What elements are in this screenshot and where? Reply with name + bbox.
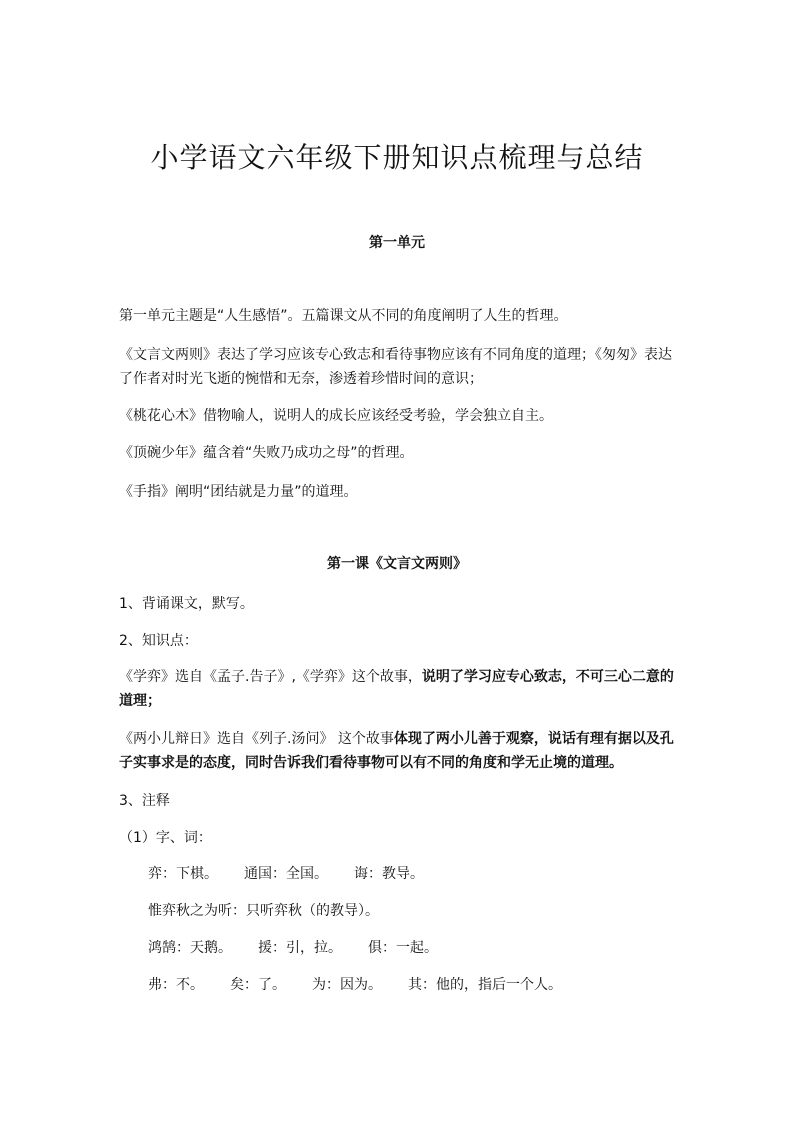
glossary-entry: 俱：一起。 [368, 940, 438, 956]
unit-summary-paragraph-1: 《文言文两则》表达了学习应该专心致志和看待事物应该有不同角度的道理；《匆匆》表达了作者对时光飞逝的惋惜和无奈，渗透着珍惜时间的意识； [119, 347, 672, 387]
xiaoer-meaning-text: 体现了两小儿善于观察，说话有理有据以及孔子实事求是的态度，同时告诉我们看待事物可以有不同的角度和学无止境的道理。 [119, 731, 674, 771]
lesson-item-1: 1、背诵课文，默写。 [119, 596, 254, 612]
glossary-entry: 为：因为。 [312, 977, 382, 993]
glossary-entry: 弗：不。 [148, 977, 204, 993]
glossary-entry: 其：他的，指后一个人。 [408, 977, 562, 993]
glossary-entry: 矣：了。 [230, 977, 286, 993]
xueyi-paragraph [119, 665, 681, 713]
xueyi-source-text: 《学弈》选自《孟子.告子》,《学弈》这个故事， [119, 669, 422, 685]
glossary-entry: 惟弈秋之为听：只听弈秋（的教导）。 [148, 903, 379, 919]
glossary-entry: 援：引，拉。 [258, 940, 342, 956]
lesson-heading: 第一课《文言文两则》 [327, 556, 467, 572]
xueyi-meaning-text: 说明了学习应专心致志，不可三心二意的道理； [119, 669, 674, 709]
lesson-item-2: 2、知识点： [119, 633, 198, 649]
glossary-entry: 通国：全国。 [244, 866, 328, 882]
glossary-entry: 鸿鹄：天鹅。 [148, 940, 232, 956]
glossary-row-1 [148, 862, 450, 886]
glossary-row-4 [148, 973, 588, 997]
document-title: 小学语文六年级下册知识点梳理与总结 [150, 141, 644, 174]
unit-theme-paragraph: 第一单元主题是“人生感悟”。五篇课文从不同的角度阐明了人生的哲理。 [119, 308, 568, 324]
glossary-row-2 [148, 899, 405, 923]
unit-heading: 第一单元 [369, 235, 425, 251]
unit-summary-paragraph-2: 《桃花心木》借物喻人，说明人的成长应该经受考验，学会独立自主。 [119, 408, 553, 424]
xiaoer-paragraph [119, 727, 681, 775]
unit-summary-paragraph-3: 《顶碗少年》蕴含着“失败乃成功之母”的哲理。 [119, 445, 414, 461]
lesson-item-3: 3、注释 [119, 793, 170, 809]
glossary-entry: 弈：下棋。 [148, 866, 218, 882]
glossary-entry: 诲：教导。 [354, 866, 424, 882]
glossary-subheading: （1）字、词： [119, 830, 212, 846]
xiaoer-source-text: 《两小儿辩日》选自《列子.汤问》 这个故事 [119, 731, 394, 747]
glossary-row-3 [148, 936, 464, 960]
unit-summary-paragraph-4: 《手指》阐明“团结就是力量”的道理。 [119, 484, 358, 500]
